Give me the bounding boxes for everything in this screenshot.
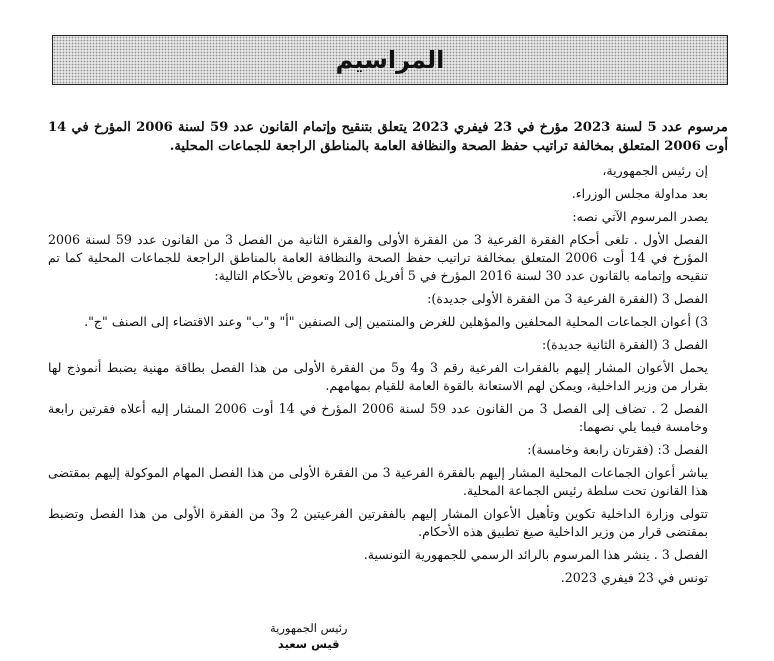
section-a-heading: الفصل 3 (الفقرة الفرعية 3 من الفقرة الأولى جديدة): <box>427 291 708 306</box>
preamble-president: إن رئيس الجمهورية، <box>602 163 708 178</box>
preamble-issue: يصدر المرسوم الآتي نصه: <box>572 209 708 224</box>
article-1: الفصل الأول . تلغى أحكام الفقرة الفرعية 3 من الفقرة الأولى والفقرة الثانية من الفصل 3 من القانون عدد 59 لسنة 2006 المؤرخ في 14 أوت 2006 المتعلق بمخالفة تراتيب حفظ الصحة والنظافة العامة بالمناطق الراجعة للجماعات المحلية كما تم تنقيحه وإتمامه بالقانون عدد 30 لسنة 2016 المؤرخ في 5 أفريل 2016 وتعوض بالأحكام التالية: <box>48 232 708 283</box>
decree-title: مرسوم عدد 5 لسنة 2023 مؤرخ في 23 فيفري 2023 يتعلق بتنقيح وإتمام القانون عدد 59 لسنة 2006 المؤرخ في 14 أوت 2006 المتعلق بمخالفة تراتيب حفظ الصحة والنظافة العامة بالمناطق الراجعة للجماعات المحلية. <box>48 120 728 154</box>
article-2: الفصل 2 . تضاف إلى الفصل 3 من القانون عدد 59 لسنة 2006 المؤرخ في 14 أوت 2006 المشار إليه أعلاه فقرتين رابعة وخامسة فيما يلي نصهما: <box>48 401 708 434</box>
article-3: الفصل 3 . ينشر هذا المرسوم بالرائد الرسمي للجمهورية التونسية. <box>363 547 708 562</box>
section-b-text: يحمل الأعوان المشار إليهم بالفقرات الفرعية رقم 3 و4 و5 من الفقرة الأولى من هذا الفصل بطاقة مهنية يضبط أنموذج لها بقرار من وزير الداخلية، ويمكن لهم الاستعانة بالقوة العامة للقيام بمهامهم. <box>48 360 709 393</box>
place-date: تونس في 23 فيفري 2023. <box>560 570 708 585</box>
signature-role: رئيس الجمهورية <box>270 621 348 635</box>
section-c-text-1: يباشر أعوان الجماعات المحلية المشار إليهم بالفقرة الفرعية 3 من الفقرة الأولى من هذا الفصل المهام الموكولة إليهم بمقتضى هذا القانون تحت سلطة رئيس الجماعة المحلية. <box>48 465 708 498</box>
preamble-deliberation: بعد مداولة مجلس الوزراء. <box>571 186 708 201</box>
section-c-heading: الفصل 3: (فقرتان رابعة وخامسة): <box>527 442 708 457</box>
section-banner <box>52 35 728 85</box>
decree-body <box>48 118 728 592</box>
signature-block <box>270 620 347 652</box>
section-c-text-2: تتولى وزارة الداخلية تكوين وتأهيل الأعوان المشار إليهم بالفقرتين الفرعيتين 2 و3 من الفقرة الأولى من هذا الفصل وتضبط بمقتضى قرار من وزير الداخلية صيغ تطبيق هذه الأحكام. <box>48 506 708 539</box>
section-title: المراسيم <box>335 46 445 74</box>
signature-name: قيس سعيد <box>277 637 340 651</box>
section-b-heading: الفصل 3 (الفقرة الثانية جديدة): <box>541 337 708 352</box>
section-a-text: 3) أعوان الجماعات المحلية المحلفين والمؤهلين للغرض والمنتمين إلى الصنفين "أ" و"ب" وعند الاقتضاء إلى الصنف "ج". <box>84 314 708 329</box>
